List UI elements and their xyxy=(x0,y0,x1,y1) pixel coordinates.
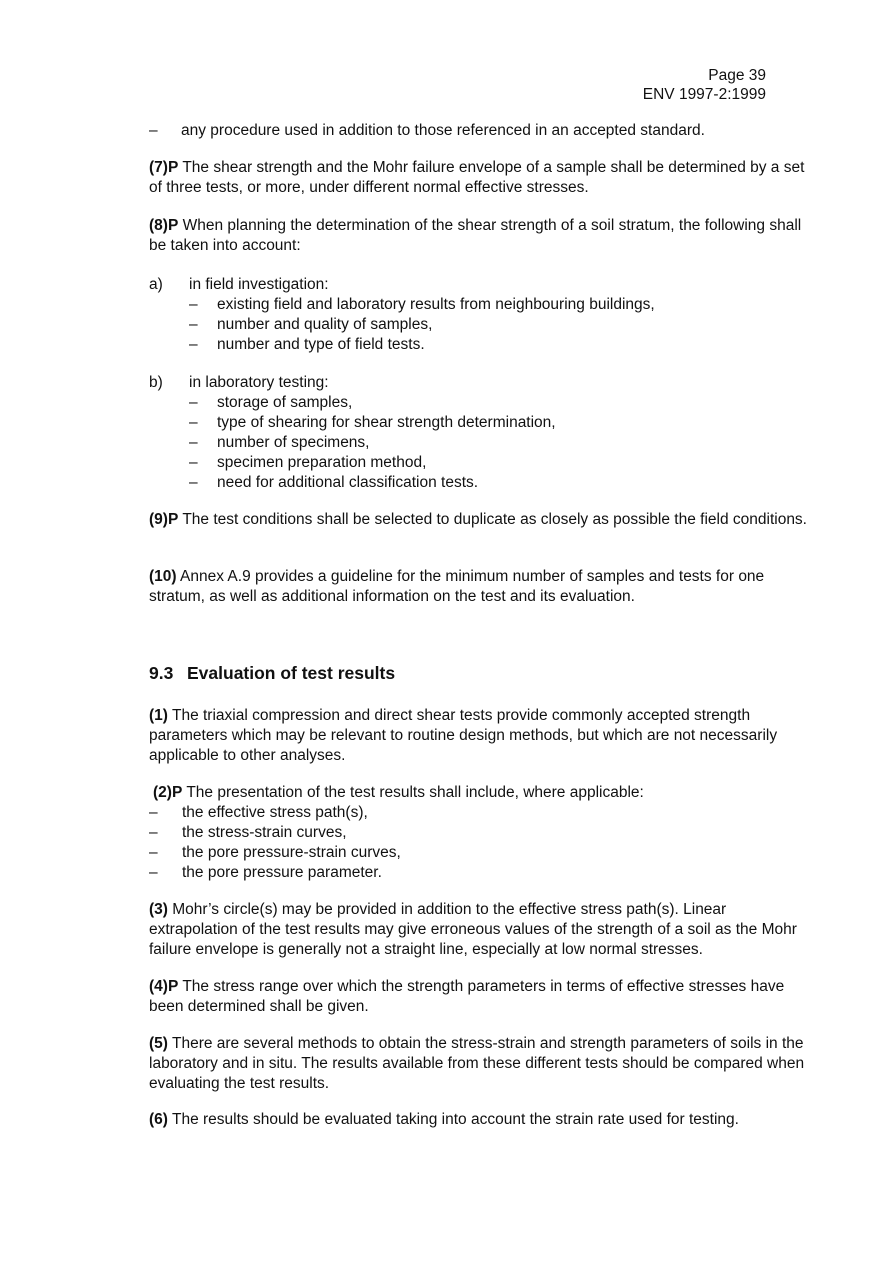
list-item: – number and quality of samples, xyxy=(189,316,433,333)
clause-s5 xyxy=(149,1034,817,1094)
clause-8p xyxy=(149,216,817,256)
list-item: – storage of samples, xyxy=(189,394,353,411)
clause-text: The presentation of the test results shall include, where applicable: xyxy=(182,784,644,801)
clause-text: The results should be evaluated taking into account the strain rate used for testing. xyxy=(167,1111,739,1128)
clause-text: The shear strength and the Mohr failure envelope of a sample shall be determined by a set of three tests, or more, under different normal effective stresses. xyxy=(149,159,805,196)
clause-number: (5) xyxy=(149,1035,168,1052)
clause-number: (1) xyxy=(149,707,168,724)
list-item: – the pore pressure parameter. xyxy=(149,864,382,881)
dash-bullet: – xyxy=(149,824,158,841)
dash-bullet: – xyxy=(149,122,158,139)
list-item: – the pore pressure-strain curves, xyxy=(149,844,401,861)
clause-s1 xyxy=(149,706,817,766)
dash-bullet: – xyxy=(189,394,198,411)
clause-text: The test conditions shall be selected to duplicate as closely as possible the field conditions. xyxy=(178,511,807,528)
list-item-text: any procedure used in addition to those referenced in an accepted standard. xyxy=(181,122,705,139)
list-b xyxy=(149,373,817,493)
clause-text: Annex A.9 provides a guideline for the minimum number of samples and tests for one stratum, as well as additional information on the test and its evaluation. xyxy=(149,568,765,605)
clause-s3 xyxy=(149,900,817,960)
clause-s2 xyxy=(149,783,817,883)
list-item: – existing field and laboratory results from neighbouring buildings, xyxy=(189,296,655,313)
clause-7p xyxy=(149,158,817,198)
list-label: b) xyxy=(149,374,163,391)
page-number: Page 39 xyxy=(708,67,766,84)
list-title: in laboratory testing: xyxy=(189,374,329,391)
clause-10 xyxy=(149,567,817,607)
list-title: in field investigation: xyxy=(189,276,329,293)
dash-bullet: – xyxy=(149,804,158,821)
clause-number: (3) xyxy=(149,901,168,918)
list-a xyxy=(149,275,817,355)
standard-code: ENV 1997-2:1999 xyxy=(642,86,766,103)
clause-s4 xyxy=(149,977,817,1017)
clause-number: (7)P xyxy=(149,159,179,176)
section-title: Evaluation of test results xyxy=(187,663,396,683)
dash-bullet: – xyxy=(149,844,158,861)
list-item: – number and type of field tests. xyxy=(189,336,425,353)
dash-bullet: – xyxy=(189,336,198,353)
list-item: – the effective stress path(s), xyxy=(149,804,368,821)
clause-text: The stress range over which the strength parameters in terms of effective stresses have been determined shall be given. xyxy=(149,978,785,1015)
list-item: – need for additional classification tests. xyxy=(189,474,479,491)
dash-bullet: – xyxy=(189,414,198,431)
clause-number: (8)P xyxy=(149,217,179,234)
list-item: – specimen preparation method, xyxy=(189,454,427,471)
clause-9p xyxy=(149,510,817,530)
clause-text: When planning the determination of the shear strength of a soil stratum, the following shall be taken into account: xyxy=(149,217,802,254)
clause-text: The triaxial compression and direct shear tests provide commonly accepted strength parameters which may be relevant to routine design methods, but which are not necessarily applicable to other analyses. xyxy=(149,707,778,764)
clause-number: (6) xyxy=(149,1111,168,1128)
clause-s6 xyxy=(149,1110,817,1130)
dash-bullet: – xyxy=(189,316,198,333)
clause-number: (9)P xyxy=(149,511,179,528)
list-label: a) xyxy=(149,276,163,293)
section-number: 9.3 xyxy=(149,663,174,683)
clause-number: (4)P xyxy=(149,978,179,995)
clause-text: Mohr’s circle(s) may be provided in addition to the effective stress path(s). Linear extrapolation of the test results may give erroneous values of the strength of a soil as the Mohr failure envelope is generally not a straight line, especially at low normal stresses. xyxy=(149,901,797,958)
clause-number: (10) xyxy=(149,568,177,585)
dash-bullet: – xyxy=(189,454,198,471)
list-item: – the stress-strain curves, xyxy=(149,824,347,841)
section-heading xyxy=(149,662,395,684)
clause-number: (2)P xyxy=(153,784,183,801)
dash-bullet: – xyxy=(149,864,158,881)
dash-bullet: – xyxy=(189,296,198,313)
dash-bullet: – xyxy=(189,474,198,491)
dash-bullet: – xyxy=(189,434,198,451)
page-header xyxy=(643,66,766,104)
clause-text: There are several methods to obtain the stress-strain and strength parameters of soils in the laboratory and in situ. The results available from these different tests should be compared when evaluating the test results. xyxy=(149,1035,805,1092)
top-list-item xyxy=(149,121,817,141)
list-item: – number of specimens, xyxy=(189,434,370,451)
list-item: – type of shearing for shear strength determination, xyxy=(189,414,556,431)
